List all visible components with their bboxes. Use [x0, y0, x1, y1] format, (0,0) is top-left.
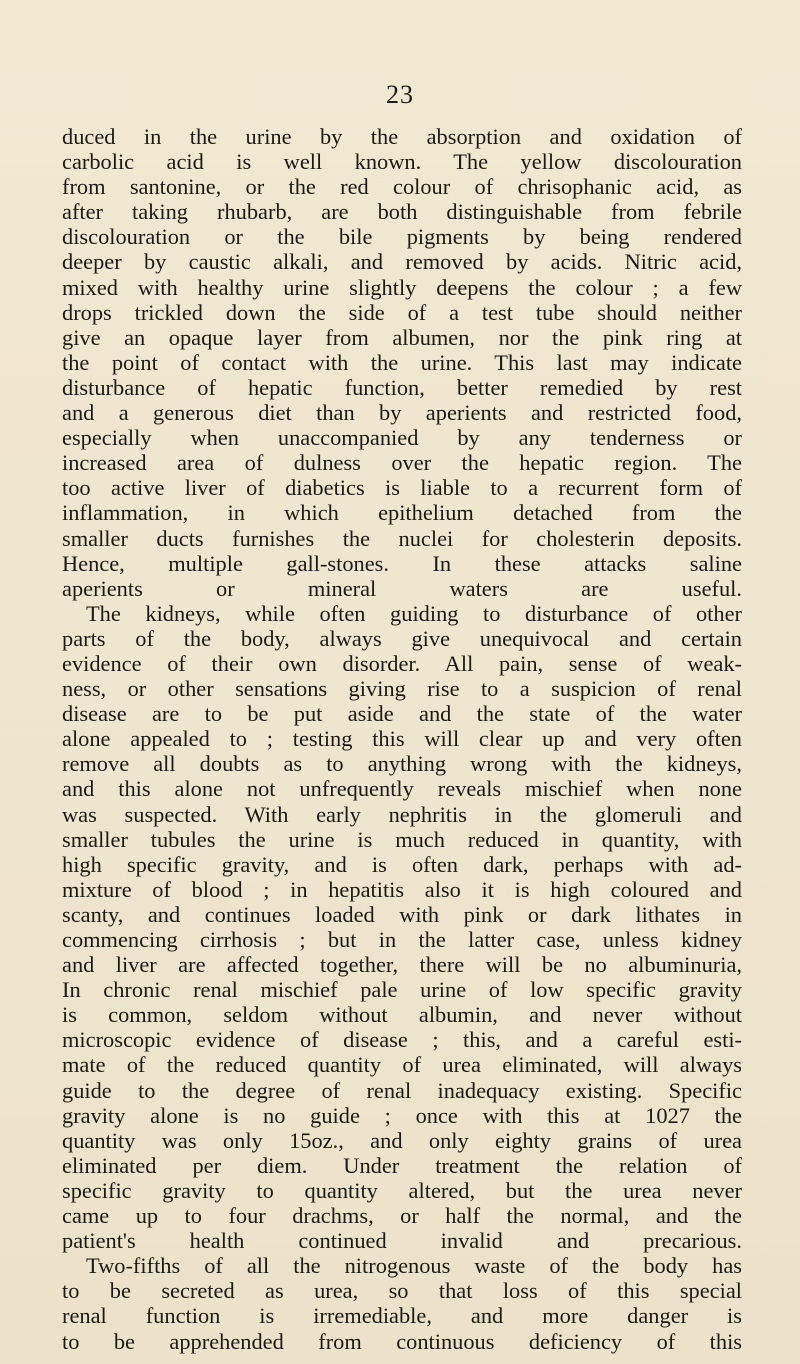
text-line: to be apprehended from continuous deficiency of this [62, 1328, 742, 1354]
text-line: increased area of dulness over the hepatic region. The [62, 450, 742, 476]
text-line: parts of the body, always give unequivocal and certain [62, 625, 742, 651]
text-line: In chronic renal mischief pale urine of low specific gravity [62, 977, 742, 1003]
text-line: alone appealed to ; testing this will clear up and very often [62, 726, 742, 752]
text-line: too active liver of diabetics is liable to a recurrent form of [62, 475, 742, 501]
text-line: mate of the reduced quantity of urea eliminated, will always [62, 1052, 742, 1078]
text-line: high specific gravity, and is often dark, perhaps with ad- [62, 851, 742, 877]
text-line: scanty, and continues loaded with pink or dark lithates in [62, 901, 742, 927]
text-line: to be secreted as urea, so that loss of this special [62, 1278, 742, 1304]
text-line: smaller ducts furnishes the nuclei for cholesterin deposits. [62, 525, 742, 551]
text-line: duced in the urine by the absorption and oxidation of [62, 124, 742, 149]
text-line: evidence of their own disorder. All pain, sense of weak- [62, 650, 742, 676]
text-line: came up to four drachms, or half the normal, and the [62, 1203, 742, 1229]
text-line: smaller tubules the urine is much reduced in quantity, with [62, 826, 742, 852]
text-line: renal function is irremediable, and more danger is [62, 1303, 742, 1329]
text-line: mixture of blood ; in hepatitis also it is high coloured and [62, 876, 742, 902]
text-line: Hence, multiple gall-stones. In these attacks saline [62, 550, 742, 576]
text-line: aperients or mineral waters are useful. [62, 575, 742, 601]
text-line: disturbance of hepatic function, better remedied by rest [62, 374, 742, 400]
text-line: discolouration or the bile pigments by being rendered [62, 224, 742, 250]
text-line: commencing cirrhosis ; but in the latter case, unless kidney [62, 927, 742, 952]
text-line: give an opaque layer from albumen, nor the pink ring at [62, 324, 742, 350]
page-number: 23 [386, 80, 414, 109]
text-line: especially when unaccompanied by any tenderness or [62, 425, 742, 451]
text-line: is common, seldom without albumin, and never without [62, 1002, 742, 1028]
text-line: The kidneys, while often guiding to disturbance of other [86, 600, 742, 626]
text-line: microscopic evidence of disease ; this, and a careful esti- [62, 1027, 742, 1053]
text-line: and this alone not unfrequently reveals mischief when none [62, 776, 742, 802]
text-line: disease are to be put aside and the state of the water [62, 701, 742, 727]
text-line: patient's health continued invalid and precarious. [62, 1228, 742, 1254]
text-line: eliminated per diem. Under treatment the relation of [62, 1152, 742, 1178]
text-line: was suspected. With early nephritis in the glomeruli and [62, 801, 742, 827]
text-line: gravity alone is no guide ; once with this at 1027 the [62, 1102, 742, 1128]
text-line: quantity was only 15oz., and only eighty grains of urea [62, 1127, 742, 1153]
text-line: drops trickled down the side of a test tube should neither [62, 299, 742, 325]
text-line: inflammation, in which epithelium detached from the [62, 500, 742, 526]
text-line: and liver are affected together, there will be no albuminuria, [62, 952, 742, 978]
text-line: carbolic acid is well known. The yellow discolouration [62, 149, 742, 175]
text-line: guide to the degree of renal inadequacy existing. Specific [62, 1077, 742, 1103]
text-line: and a generous diet than by aperients and restricted food, [62, 400, 742, 426]
text-line: mixed with healthy urine slightly deepens the colour ; a few [62, 274, 742, 300]
text-line: ness, or other sensations giving rise to a suspicion of renal [62, 676, 742, 702]
text-line: from santonine, or the red colour of chrisophanic acid, as [62, 174, 742, 200]
body-text [62, 124, 742, 1354]
text-line: remove all doubts as to anything wrong with the kidneys, [62, 751, 742, 777]
text-line: the point of contact with the urine. This last may indicate [62, 349, 742, 375]
text-line: Two-fifths of all the nitrogenous waste of the body has [86, 1253, 742, 1279]
text-line: after taking rhubarb, are both distinguishable from febrile [62, 199, 742, 225]
text-line: deeper by caustic alkali, and removed by acids. Nitric acid, [62, 249, 742, 275]
text-line: specific gravity to quantity altered, but the urea never [62, 1177, 742, 1203]
